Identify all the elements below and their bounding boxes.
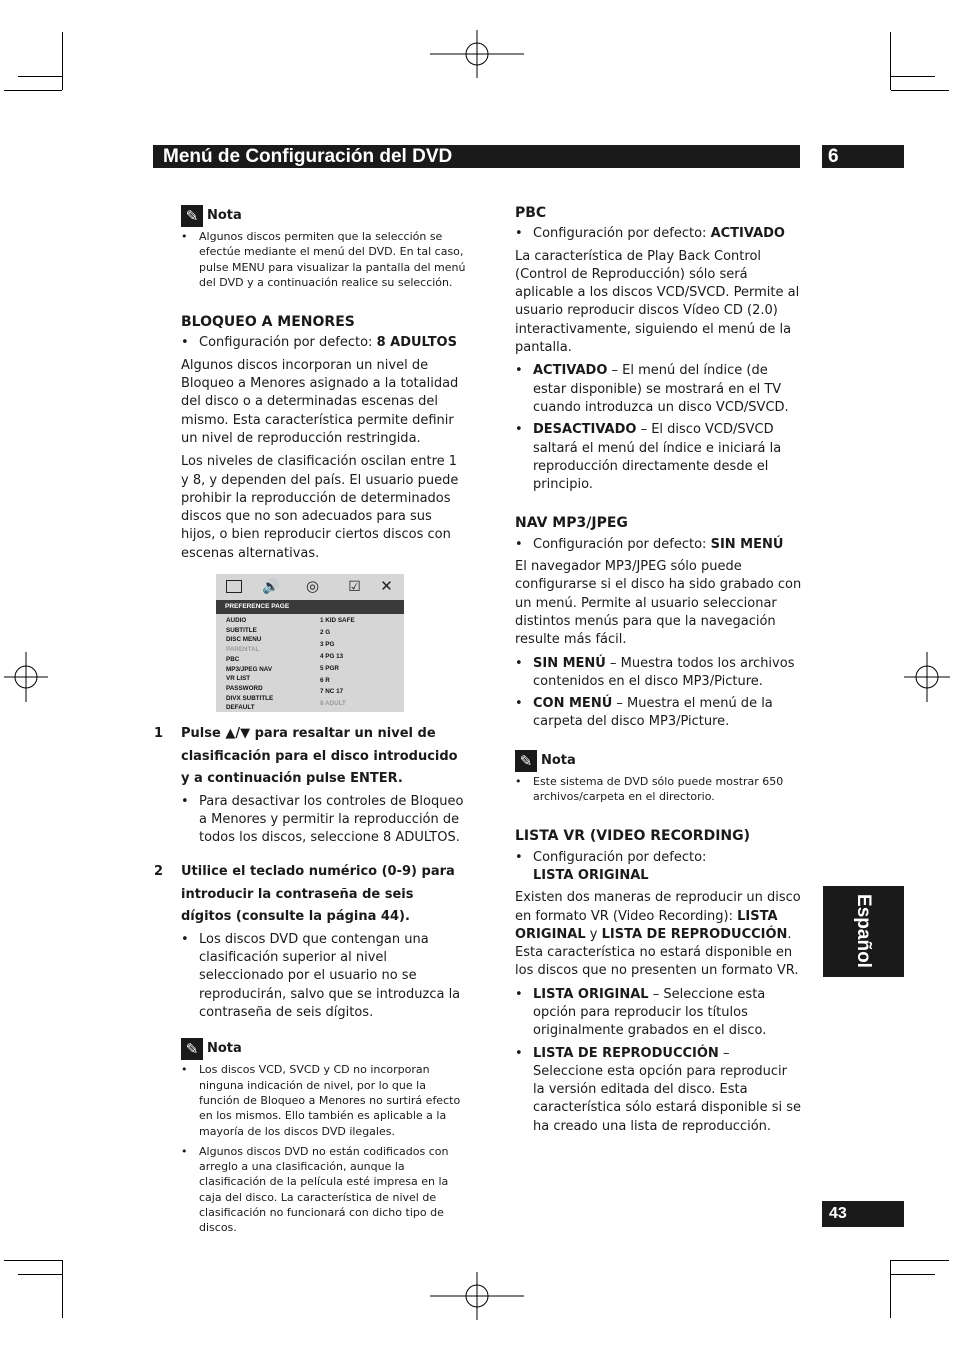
left-column-top xyxy=(181,205,468,568)
note-bullet: • Algunos discos permiten que la selección se efectúe mediante el menú del DVD. En tal caso, pulse MENU para visualizar la pantalla del menú del DVD y a continuación realice su selección. xyxy=(181,229,468,290)
osd-item: AUDIO xyxy=(226,617,247,624)
paragraph: Existen dos maneras de reproducir un disco en formato VR (Video Recording): LISTA ORIGINAL y LISTA DE REPRODUCCIÓN. Esta característica no estará disponible en los discos que no presenten un formato VR. xyxy=(515,890,801,979)
left-column-steps xyxy=(154,723,468,1241)
chapter-badge xyxy=(822,145,904,168)
note-body xyxy=(181,229,468,290)
speaker-icon: 🔊 xyxy=(262,578,280,594)
option-bullet: • CON MENÚ – Muestra el menú de la carpeta del disco MP3/Picture. xyxy=(515,695,802,732)
registration-mark xyxy=(430,30,526,78)
chapter-number: 6 xyxy=(828,146,839,167)
osd-item-selected: PARENTAL xyxy=(226,646,260,654)
note-label: Nota xyxy=(207,1041,242,1057)
section-heading-pbc: PBC xyxy=(515,205,547,221)
crop-mark xyxy=(62,1260,63,1318)
language-label: Español xyxy=(853,894,874,968)
crop-mark xyxy=(890,32,891,90)
step-text: Utilice el teclado numérico (0-9) para introducir la contraseña de seis dígitos (consulte la página 44). xyxy=(181,864,455,925)
note-heading xyxy=(181,1038,468,1060)
crop-mark xyxy=(891,90,949,91)
crop-mark xyxy=(891,1274,935,1275)
tv-icon xyxy=(226,580,242,593)
section-heading-bloqueo: BLOQUEO A MENORES xyxy=(181,314,355,331)
osd-title: PREFERENCE PAGE xyxy=(216,600,404,614)
crop-mark xyxy=(18,76,62,77)
step-bullet: • Para desactivar los controles de Bloqueo a Menores y permitir la reproducción de todos los discos, seleccione 8 ADULTOS. xyxy=(181,793,468,848)
crop-mark xyxy=(891,76,935,77)
note-bullet: • Algunos discos DVD no están codificados con arreglo a una clasificación, aunque la clasificación de la película esté impresa en la caja del disco. La característica de nivel de clasificación no funcionará con dicho tipo de discos. xyxy=(181,1144,468,1236)
osd-option: 2 G xyxy=(320,628,331,636)
header-bar xyxy=(153,145,800,168)
osd-menu-screenshot xyxy=(216,574,404,712)
right-column xyxy=(515,204,802,1140)
osd-option-list xyxy=(320,615,355,710)
paragraph: El navegador MP3/JPEG sólo puede configurarse si el disco ha sido grabado con un menú. Permite al usuario seleccionar distintos menús para que la navegación resulte más fácil. xyxy=(515,559,802,648)
note-body xyxy=(515,774,802,805)
osd-item: SUBTITLE xyxy=(226,626,257,634)
option-bullet: • LISTA ORIGINAL – Seleccione esta opción para reproducir los títulos originalmente grabados en el disco. xyxy=(515,986,802,1041)
crop-mark xyxy=(4,1260,62,1261)
exit-icon: ✕ xyxy=(380,578,393,595)
osd-option: 1 KID SAFE xyxy=(320,617,355,624)
crop-mark xyxy=(4,90,62,91)
paragraph: La característica de Play Back Control (Control de Reproducción) sólo será aplicable a los discos VCD/SVCD. Permite al usuario reproducir discos Vídeo CD (2.0) interactivamente, siguiendo el menú de la pantalla. xyxy=(515,248,800,356)
osd-option: 5 PGR xyxy=(320,664,339,672)
note-bullet: • Este sistema de DVD sólo puede mostrar 650 archivos/carpeta en el directorio. xyxy=(515,774,802,805)
option-bullet: • ACTIVADO – El menú del índice (de estar disponible) se mostrará en el TV cuando introduzca un disco VCD/SVCD. xyxy=(515,362,802,417)
osd-option: 6 R xyxy=(320,676,330,684)
option-bullet: • DESACTIVADO – El disco VCD/SVCD saltará el menú del índice e iniciará la reproducción directamente desde el principio. xyxy=(515,421,802,494)
registration-mark xyxy=(430,1272,526,1320)
osd-option: 7 NC 17 xyxy=(320,688,344,696)
option-bullet: • SIN MENÚ – Muestra todos los archivos contenidos en el disco MP3/Picture. xyxy=(515,655,802,692)
language-tab xyxy=(823,886,904,977)
note-heading xyxy=(181,205,468,227)
crop-mark xyxy=(18,1274,62,1275)
osd-item-list xyxy=(226,616,273,713)
page-number-box xyxy=(822,1201,904,1227)
note-pencil-icon: ✎ xyxy=(515,750,537,772)
option-bullet: • LISTA DE REPRODUCCIÓN – Seleccione esta opción para reproducir la versión editada del disco. Esta característica sólo estará disponible si se ha creado una lista de reproducción. xyxy=(515,1045,802,1136)
crop-mark xyxy=(891,1260,949,1261)
osd-item: DIVX SUBTITLE xyxy=(226,694,274,702)
crop-mark xyxy=(890,1260,891,1318)
page-title: Menú de Configuración del DVD xyxy=(163,146,453,167)
section-heading-nav: NAV MP3/JPEG xyxy=(515,515,628,532)
default-setting: • Configuración por defecto: 8 ADULTOS xyxy=(181,334,468,352)
osd-item: DISC MENU xyxy=(226,636,262,644)
default-setting: • Configuración por defecto: ACTIVADO xyxy=(515,225,802,243)
crop-mark xyxy=(62,32,63,90)
osd-item: VR LIST xyxy=(226,675,251,683)
checkbox-icon: ☑ xyxy=(348,578,361,594)
step-2 xyxy=(154,861,468,929)
note-label: Nota xyxy=(207,207,242,223)
default-setting: • Configuración por defecto: LISTA ORIGINAL xyxy=(515,849,802,886)
note-pencil-icon: ✎ xyxy=(181,1038,203,1060)
osd-item: DEFAULT xyxy=(226,704,255,712)
page-number: 43 xyxy=(829,1205,847,1222)
paragraph: Los niveles de clasificación oscilan entre 1 y 8, y dependen del país. El usuario puede prohibir la reproducción de determinados discos que no son adecuados para sus hijos, o bien reproducir ciertos discos con escenas alternativas. xyxy=(181,454,459,561)
note-body xyxy=(181,1062,468,1235)
step-number: 2 xyxy=(154,864,164,880)
disc-icon: ◎ xyxy=(305,578,320,595)
osd-option: 4 PG 13 xyxy=(320,652,344,660)
osd-item: PBC xyxy=(226,655,240,663)
step-1 xyxy=(154,723,468,791)
note-pencil-icon: ✎ xyxy=(181,205,203,227)
default-setting: • Configuración por defecto: SIN MENÚ xyxy=(515,536,802,554)
step-number: 1 xyxy=(154,726,164,741)
osd-option: 3 PG xyxy=(320,640,335,648)
step-text: Pulse ▲/▼ para resaltar un nivel de clasificación para el disco introducido y a continuación pulse ENTER. xyxy=(181,726,458,786)
note-bullet: • Los discos VCD, SVCD y CD no incorporan ninguna indicación de nivel, por lo que la función de Bloqueo a Menores no surtirá efecto en los mismos. Ello también es aplicable a la mayoría de los discos DVD ilegales. xyxy=(181,1062,468,1138)
registration-mark xyxy=(4,652,50,702)
osd-icon-bar xyxy=(216,574,404,600)
note-heading xyxy=(515,750,802,772)
paragraph: Algunos discos incorporan un nivel de Bloqueo a Menores asignado a la totalidad del disco o a determinadas escenas del mismo. Esta característica permite definir un nivel de reproducción restringida. xyxy=(181,357,459,446)
note-label: Nota xyxy=(541,752,576,768)
step-bullet: • Los discos DVD que contengan una clasificación superior al nivel seleccionado por el usuario no se reproducirán, salvo que se introduzca la contraseña de seis dígitos. xyxy=(181,931,468,1022)
osd-item: MP3/JPEG NAV xyxy=(226,665,273,673)
osd-option: 8 ADULT xyxy=(320,700,346,708)
section-heading-vr: LISTA VR (VIDEO RECORDING) xyxy=(515,828,751,845)
osd-item: PASSWORD xyxy=(226,684,263,692)
registration-mark xyxy=(904,652,950,702)
